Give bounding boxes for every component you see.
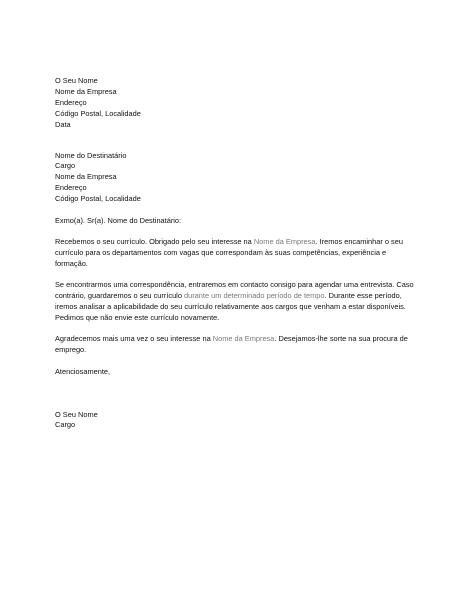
salutation: Exmo(a). Sr(a). Nome do Destinatário:	[55, 215, 182, 225]
signature-block	[55, 410, 415, 432]
recipient-title: Cargo	[55, 161, 76, 171]
letter-body	[55, 76, 415, 431]
time-period-placeholder: durante um determinado período de tempo	[184, 291, 325, 301]
recipient-address: Endereço	[55, 183, 87, 193]
paragraph-next-steps	[55, 280, 415, 324]
paragraph-3-text-b: . Desejamos-lhe sorte na sua procura de emprego.	[55, 334, 408, 355]
signature-title: Cargo	[55, 420, 76, 430]
signature-name: O Seu Nome	[55, 409, 98, 419]
recipient-name: Nome do Destinatário	[55, 150, 127, 160]
letter-date: Data	[55, 119, 71, 129]
sender-postal: Código Postal, Localidade	[55, 108, 141, 118]
paragraph-1-text-b: . Iremos encaminhar o seu currículo para os departamentos com vagas que correspondam às suas competências, experiência e formação.	[55, 236, 403, 268]
paragraph-3-text-a: Agradecemos mais uma vez o seu interesse na	[55, 334, 213, 344]
paragraph-1-text-a: Recebemos o seu currículo. Obrigado pelo seu interesse na	[55, 236, 254, 246]
company-name-placeholder: Nome da Empresa	[212, 334, 275, 344]
paragraph-thanks	[55, 334, 415, 356]
closing: Atenciosamente,	[55, 366, 111, 376]
sender-address: Endereço	[55, 97, 87, 107]
recipient-postal: Código Postal, Localidade	[55, 194, 141, 204]
sender-block	[55, 76, 415, 131]
paragraph-2-text-a: Se encontrarmos uma correspondência, entraremos em contacto consigo para agendar uma entrevista. Caso contrário, guardaremos o seu currículo	[55, 280, 414, 301]
paragraph-2-text-b: . Durante esse período, iremos analisar a aplicabilidade do seu currículo relativamente aos cargos que venham a estar disponíveis. Pedimos que não envie este currículo novamente.	[55, 291, 406, 322]
recipient-company: Nome da Empresa	[55, 172, 117, 182]
recipient-block	[55, 151, 415, 206]
company-name-placeholder: Nome da Empresa	[253, 236, 316, 246]
sender-company: Nome da Empresa	[55, 86, 117, 96]
sender-name: O Seu Nome	[55, 76, 98, 85]
paragraph-acknowledgement	[55, 237, 415, 270]
